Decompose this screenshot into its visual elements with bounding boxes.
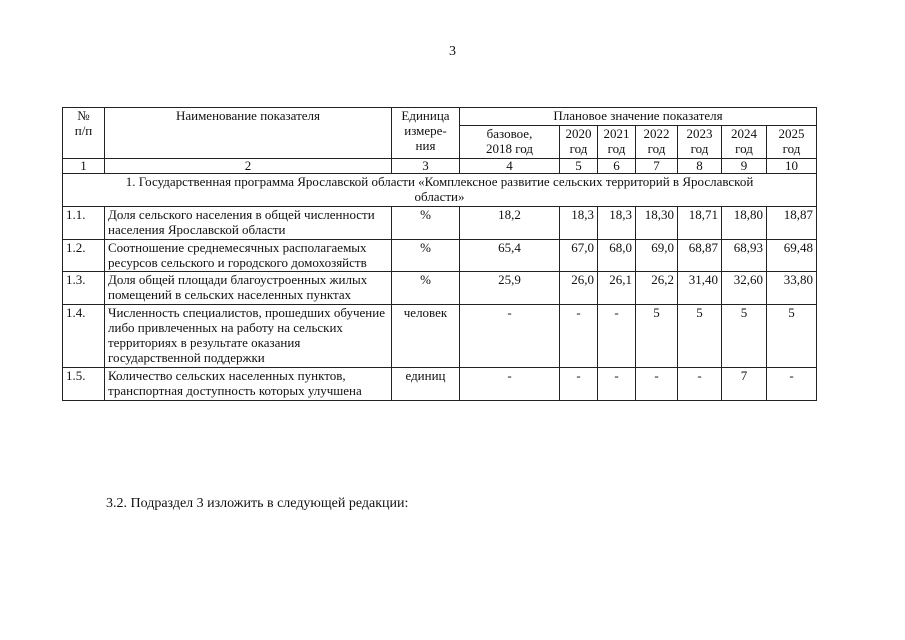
value-cell: 18,80 (722, 206, 767, 239)
header-unit: Единица измере- ния (392, 108, 460, 159)
indicators-table (62, 107, 817, 401)
indicator-unit: % (392, 239, 460, 272)
column-number: 10 (767, 158, 817, 173)
value-cell: 26,0 (560, 272, 598, 305)
value-cell: - (598, 368, 636, 401)
header-year: 2025 год (767, 125, 817, 158)
header-year: 2023 год (678, 125, 722, 158)
column-number: 4 (460, 158, 560, 173)
indicator-unit: % (392, 272, 460, 305)
header-plan: Плановое значение показателя (460, 108, 817, 126)
value-cell: 5 (636, 305, 678, 368)
header-year: 2021 год (598, 125, 636, 158)
column-number: 1 (63, 158, 105, 173)
row-number: 1.2. (63, 239, 105, 272)
value-cell: 26,1 (598, 272, 636, 305)
table-row (63, 272, 817, 305)
value-cell: 32,60 (722, 272, 767, 305)
value-cell: 31,40 (678, 272, 722, 305)
column-number: 3 (392, 158, 460, 173)
section-row (63, 173, 817, 206)
value-cell: 5 (722, 305, 767, 368)
indicator-name: Соотношение среднемесячных располагаемых ресурсов сельского и городского домохозяйств (105, 239, 392, 272)
instruction-text: 3.2. Подраздел 3 изложить в следующей редакции: (106, 496, 409, 511)
indicator-name: Численность специалистов, прошедших обучение либо привлеченных на работу на сельских территориях в результате оказания государственной поддержки (105, 305, 392, 368)
value-cell: - (460, 368, 560, 401)
value-cell: 18,3 (560, 206, 598, 239)
value-cell: 5 (767, 305, 817, 368)
value-cell: - (636, 368, 678, 401)
value-cell: 69,48 (767, 239, 817, 272)
header-row-1 (63, 108, 817, 126)
value-cell: 7 (722, 368, 767, 401)
value-cell: 18,30 (636, 206, 678, 239)
value-cell: - (678, 368, 722, 401)
column-number: 6 (598, 158, 636, 173)
row-number: 1.1. (63, 206, 105, 239)
row-number: 1.4. (63, 305, 105, 368)
header-year: 2024 год (722, 125, 767, 158)
value-cell: 68,93 (722, 239, 767, 272)
value-cell: 65,4 (460, 239, 560, 272)
value-cell: - (460, 305, 560, 368)
row-number: 1.5. (63, 368, 105, 401)
header-num: № п/п (63, 108, 105, 159)
value-cell: 68,87 (678, 239, 722, 272)
value-cell: - (560, 368, 598, 401)
value-cell: 18,2 (460, 206, 560, 239)
header-year: базовое, 2018 год (460, 125, 560, 158)
value-cell: 18,71 (678, 206, 722, 239)
table-row (63, 206, 817, 239)
column-number-row (63, 158, 817, 173)
indicator-unit: % (392, 206, 460, 239)
value-cell: 67,0 (560, 239, 598, 272)
header-year: 2022 год (636, 125, 678, 158)
value-cell: 33,80 (767, 272, 817, 305)
indicator-unit: единиц (392, 368, 460, 401)
indicator-unit: человек (392, 305, 460, 368)
column-number: 7 (636, 158, 678, 173)
value-cell: 18,3 (598, 206, 636, 239)
value-cell: - (767, 368, 817, 401)
section-title: 1. Государственная программа Ярославской области «Комплексное развитие сельских территорий в Ярославской области» (63, 173, 817, 206)
header-name: Наименование показателя (105, 108, 392, 159)
header-year: 2020 год (560, 125, 598, 158)
table-row (63, 305, 817, 368)
table-row (63, 239, 817, 272)
row-number: 1.3. (63, 272, 105, 305)
indicator-name: Доля сельского населения в общей численности населения Ярославской области (105, 206, 392, 239)
table-row (63, 368, 817, 401)
value-cell: 5 (678, 305, 722, 368)
column-number: 9 (722, 158, 767, 173)
value-cell: 18,87 (767, 206, 817, 239)
value-cell: 69,0 (636, 239, 678, 272)
column-number: 5 (560, 158, 598, 173)
indicator-name: Доля общей площади благоустроенных жилых помещений в сельских населенных пунктах (105, 272, 392, 305)
column-number: 8 (678, 158, 722, 173)
column-number: 2 (105, 158, 392, 173)
value-cell: 26,2 (636, 272, 678, 305)
value-cell: 68,0 (598, 239, 636, 272)
value-cell: 25,9 (460, 272, 560, 305)
page-number: 3 (449, 44, 456, 59)
indicator-name: Количество сельских населенных пунктов, транспортная доступность которых улучшена (105, 368, 392, 401)
value-cell: - (560, 305, 598, 368)
value-cell: - (598, 305, 636, 368)
